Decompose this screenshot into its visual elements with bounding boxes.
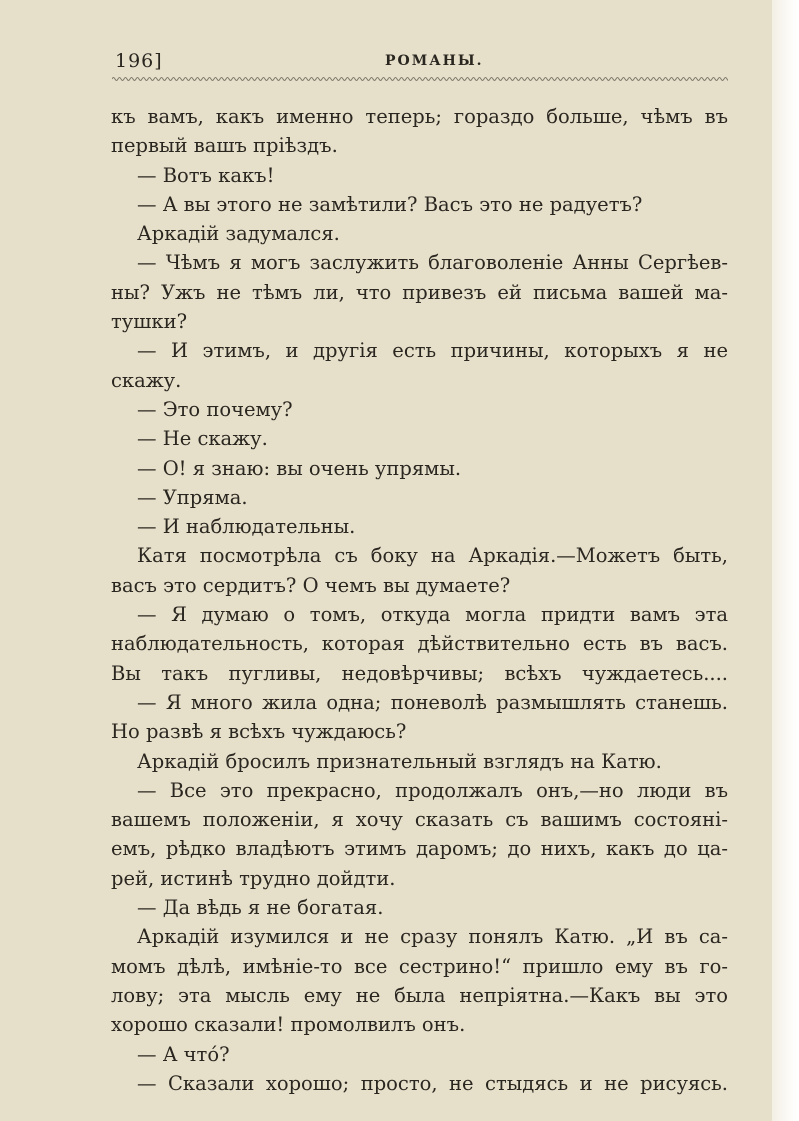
text-line: — Не скажу. [137,427,268,451]
wavy-header-rule [112,75,728,83]
page-header [115,50,727,78]
text-line: — Вотъ какъ! [137,163,275,187]
text-line: Катя посмотрѣла съ боку на Аркадія.—Можетъ быть, [137,544,728,568]
text-line: вашемъ положеніи, я хочу сказать съ вашимъ состояні- [111,808,728,832]
text-line: — А вы этого не замѣтили? Васъ это не радуетъ? [137,192,643,216]
text-line: хорошо сказали! промолвилъ онъ. [111,1013,466,1037]
text-line: ны? Ужъ не тѣмъ ли, что привезъ ей письма вашей ма- [111,280,728,304]
text-line: рей, истинѣ трудно дойдти. [111,866,396,890]
text-line: первый вашъ пріѣздъ. [111,134,338,158]
text-line: Но развѣ я всѣхъ чуждаюсь? [111,720,407,744]
text-line: Вы такъ пугливы, недовѣрчивы; всѣхъ чуждаетесь.... [111,661,728,685]
text-line: — О! я знаю: вы очень упрямы. [137,456,462,480]
running-title: РОМАНЫ. [385,53,484,69]
text-line: — Все это прекрасно, продолжалъ онъ,—но люди въ [137,778,728,802]
text-line: Аркадій бросилъ признательный взглядъ на Катю. [137,749,662,773]
text-line: Аркадій изумился и не сразу понялъ Катю. „И въ са- [137,925,728,949]
text-line: — И этимъ, и другія есть причины, которыхъ я не [137,339,728,363]
text-line: тушки? [111,310,188,334]
text-line: — Я думаю о томъ, откуда могла придти вамъ эта [137,603,728,627]
text-line: — А что́? [137,1042,230,1066]
text-line: къ вамъ, какъ именно теперь; гораздо больше, чѣмъ въ [111,105,728,128]
text-line: наблюдательность, которая дѣйствительно есть въ васъ. [111,632,728,656]
text-line: — Чѣмъ я могъ заслужить благоволеніе Анны Сергѣев- [137,251,728,275]
text-line: — Это почему? [137,397,293,421]
text-line: момъ дѣлѣ, имѣніе-то все сестрино!“ пришло ему въ го- [111,954,728,978]
text-line: Аркадій задумался. [137,222,340,246]
body-text [111,102,728,1098]
page-edge [772,0,799,1121]
text-line: — Я много жила одна; поневолѣ размышлять станешь. [137,690,728,714]
text-line: лову; эта мысль ему не была непріятна.—Какъ вы это [111,983,728,1007]
text-line: емъ, рѣдко владѣютъ этимъ даромъ; до нихъ, какъ до ца- [111,837,728,861]
text-line: — Да вѣдь я не богатая. [137,896,384,920]
text-line: васъ это сердитъ? О чемъ вы думаете? [111,573,511,597]
text-line: — И наблюдательны. [137,515,356,539]
text-line: — Упряма. [137,485,248,509]
text-line: — Сказали хорошо; просто, не стыдясь и не рисуясь. [137,1071,728,1095]
text-line: скажу. [111,368,182,392]
page-number: 196] [115,50,163,72]
